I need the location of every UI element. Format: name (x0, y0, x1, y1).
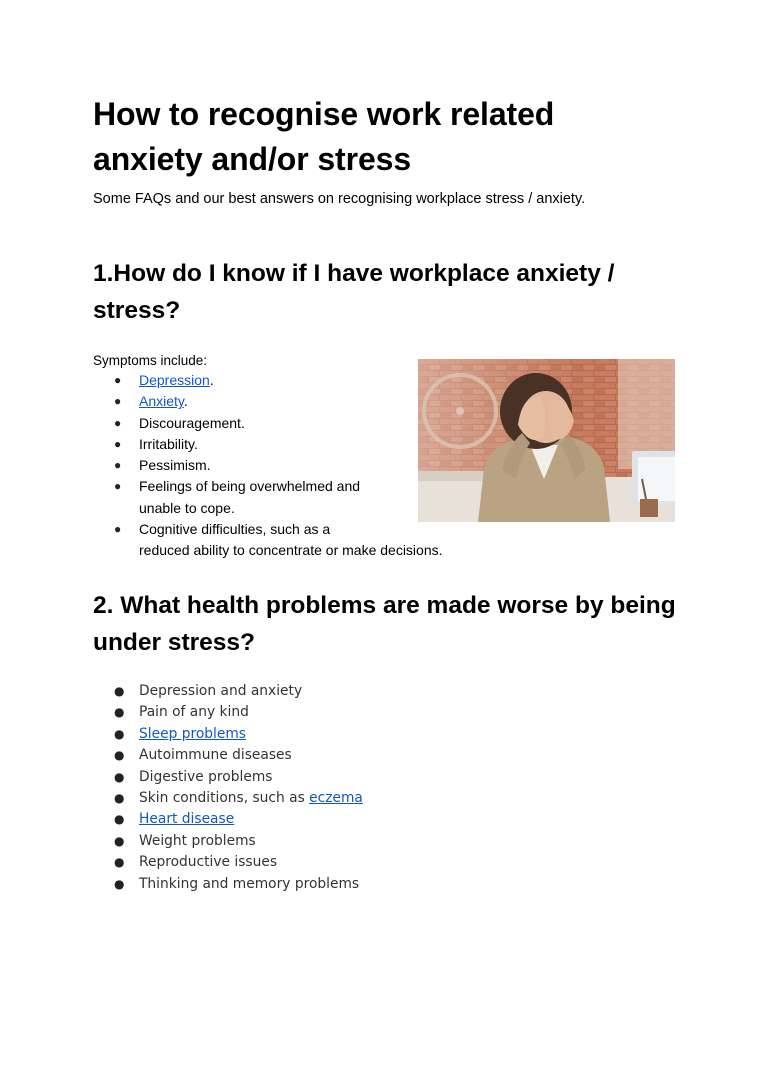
list-item: ● Weight problems (93, 831, 653, 852)
bullet-icon: ● (114, 726, 125, 741)
list-item (93, 724, 653, 745)
bullet-icon: ● (114, 876, 125, 891)
bullet-icon: ● (114, 479, 122, 494)
health-problems-list (93, 681, 653, 895)
bullet-icon: ● (114, 684, 125, 698)
symptoms-intro: Symptoms include: (93, 353, 208, 368)
bullet-icon: ● (114, 855, 125, 870)
eczema-link[interactable]: eczema (309, 790, 363, 807)
sleep-problems-link[interactable]: Sleep problems (139, 725, 246, 742)
list-item: ● Autoimmune diseases (93, 745, 653, 766)
page-title: How to recognise work related anxiety and/or stress (93, 96, 555, 177)
list-item (93, 809, 653, 830)
bullet-icon: ● (114, 705, 125, 720)
list-item: ● Feelings of being overwhelmed and unable to cope. (114, 478, 361, 516)
list-item: ● Pain of any kind (93, 702, 653, 723)
heart-disease-link[interactable]: Heart disease (139, 811, 235, 828)
section-2-heading: 2. What health problems are made worse by being under stress? (93, 592, 676, 656)
section-1-heading: 1.How do I know if I have workplace anxiety / stress? (93, 260, 615, 324)
list-item: ● Depression. (93, 370, 653, 391)
list-item: ● Digestive problems (93, 767, 653, 788)
list-item: ● Anxiety. (93, 391, 653, 412)
depression-link[interactable]: Depression (139, 372, 210, 388)
bullet-icon: ● (114, 522, 122, 537)
list-item: ● Pessimism. (93, 455, 653, 476)
bullet-icon: ● (114, 394, 122, 409)
bullet-icon: ● (114, 415, 122, 430)
bullet-icon: ● (114, 436, 122, 451)
list-item: ● Discouragement. (93, 413, 653, 434)
list-item: ● Depression and anxiety (93, 681, 653, 702)
bullet-icon: ● (114, 458, 122, 473)
bullet-icon: ● (114, 812, 125, 827)
page-subtitle: Some FAQs and our best answers on recognising workplace stress / anxiety. (93, 191, 586, 207)
anxiety-link[interactable]: Anxiety (139, 393, 184, 410)
list-item: ● Reproductive issues (93, 852, 653, 873)
bullet-icon: ● (114, 748, 125, 763)
list-item: ● Irritability. (93, 434, 653, 455)
list-item: ● Skin conditions, such as eczema (93, 788, 653, 809)
list-item: ● Thinking and memory problems (93, 874, 653, 895)
bullet-icon: ● (114, 833, 125, 848)
list-item: ● Cognitive difficulties, such as a reduced ability to concentrate or make decisions. (114, 521, 443, 559)
bullet-icon: ● (114, 373, 122, 387)
stressed-woman-photo (418, 359, 675, 522)
bullet-icon: ● (114, 791, 125, 806)
bullet-icon: ● (114, 769, 125, 784)
